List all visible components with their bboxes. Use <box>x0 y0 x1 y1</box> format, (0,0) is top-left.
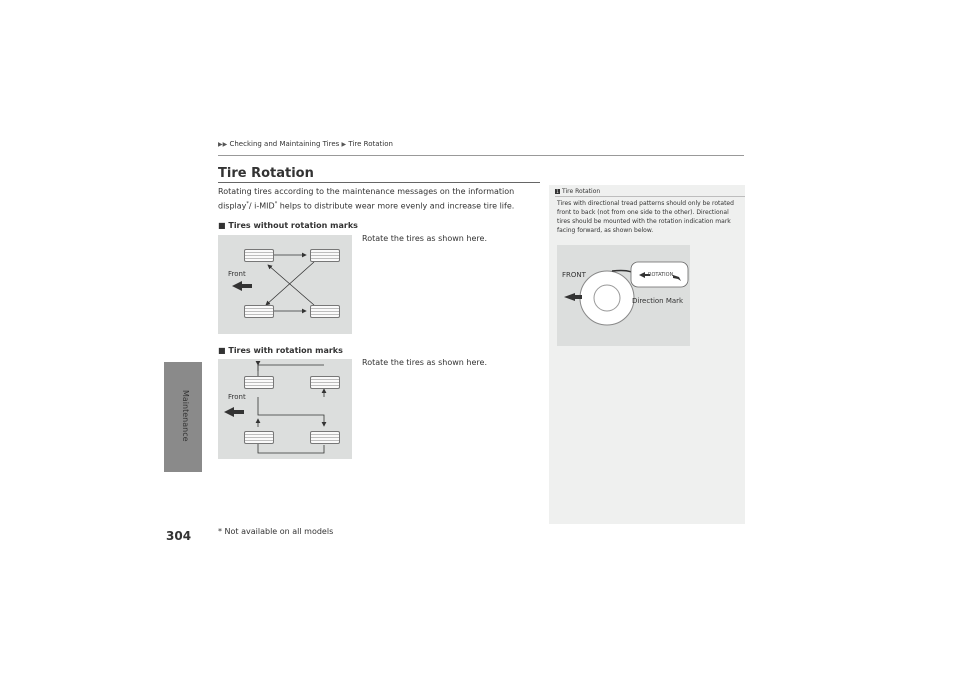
breadcrumb-item-checking-tires[interactable]: Checking and Maintaining Tires <box>229 140 340 148</box>
section-heading-with-marks <box>218 346 343 355</box>
title-divider <box>218 182 540 183</box>
rotation-mark-label: ROTATION <box>648 272 674 278</box>
page-title: Tire Rotation <box>218 166 314 181</box>
bullet-icon: ■ <box>218 221 226 230</box>
tire-front-right <box>310 249 340 262</box>
section-heading-text: Tires with rotation marks <box>228 346 343 355</box>
breadcrumb <box>218 140 393 148</box>
footnote: * Not available on all models <box>218 527 334 536</box>
sidebar-divider <box>555 196 745 197</box>
footnote-marker: * <box>246 201 249 207</box>
front-back-rotation-arrows <box>218 359 352 459</box>
rotation-diagram-without-marks <box>218 235 352 334</box>
breadcrumb-separator-icon: ▶ <box>341 141 347 148</box>
tire-rear-left <box>244 431 274 444</box>
direction-mark-diagram <box>557 245 690 346</box>
tire-front-left <box>244 249 274 262</box>
intro-text-part2: / i-MID <box>248 201 275 211</box>
intro-paragraph <box>218 186 538 213</box>
section-heading-text: Tires without rotation marks <box>228 221 358 230</box>
breadcrumb-item-tire-rotation[interactable]: Tire Rotation <box>348 140 393 148</box>
breadcrumb-arrow-icon: ▶▶ <box>218 141 228 148</box>
page-number: 304 <box>166 529 192 543</box>
front-label: FRONT <box>562 271 586 279</box>
instruction-with-marks: Rotate the tires as shown here. <box>362 358 487 367</box>
front-arrow-icon <box>224 407 244 417</box>
sidebar-text: Tires with directional tread patterns should only be rotated front to back (not from one side to the other). Directional tires should be mounted with the rotation indication mark facing forward, as shown below. <box>557 200 734 234</box>
front-arrow-icon <box>232 281 252 291</box>
front-label: Front <box>228 270 246 278</box>
sidebar-title-text: Tire Rotation <box>562 188 601 195</box>
section-side-label: Maintenance <box>181 390 190 442</box>
intro-text-part3: helps to distribute wear more evenly and increase tire life. <box>277 201 515 211</box>
tire-front-right <box>310 376 340 389</box>
footnote-marker: * <box>274 201 278 207</box>
sidebar-title <box>555 188 600 195</box>
section-heading-without-marks <box>218 221 358 230</box>
rotation-diagram-with-marks <box>218 359 352 459</box>
tire-rear-left <box>244 305 274 318</box>
tire-front-left <box>244 376 274 389</box>
tire-rear-right <box>310 431 340 444</box>
front-arrow-icon <box>564 293 582 301</box>
header-divider <box>218 155 744 156</box>
bullet-icon: ■ <box>218 346 226 355</box>
sidebar-note <box>549 185 745 524</box>
instruction-without-marks: Rotate the tires as shown here. <box>362 234 487 243</box>
intro-text-part1: Rotating tires according to the maintenance messages on the information display <box>218 187 515 211</box>
note-marker-icon: 1 <box>556 189 559 194</box>
tire-rear-right <box>310 305 340 318</box>
direction-mark-label: Direction Mark <box>632 297 684 305</box>
front-label: Front <box>228 393 246 401</box>
tire-direction-illustration <box>557 245 690 346</box>
